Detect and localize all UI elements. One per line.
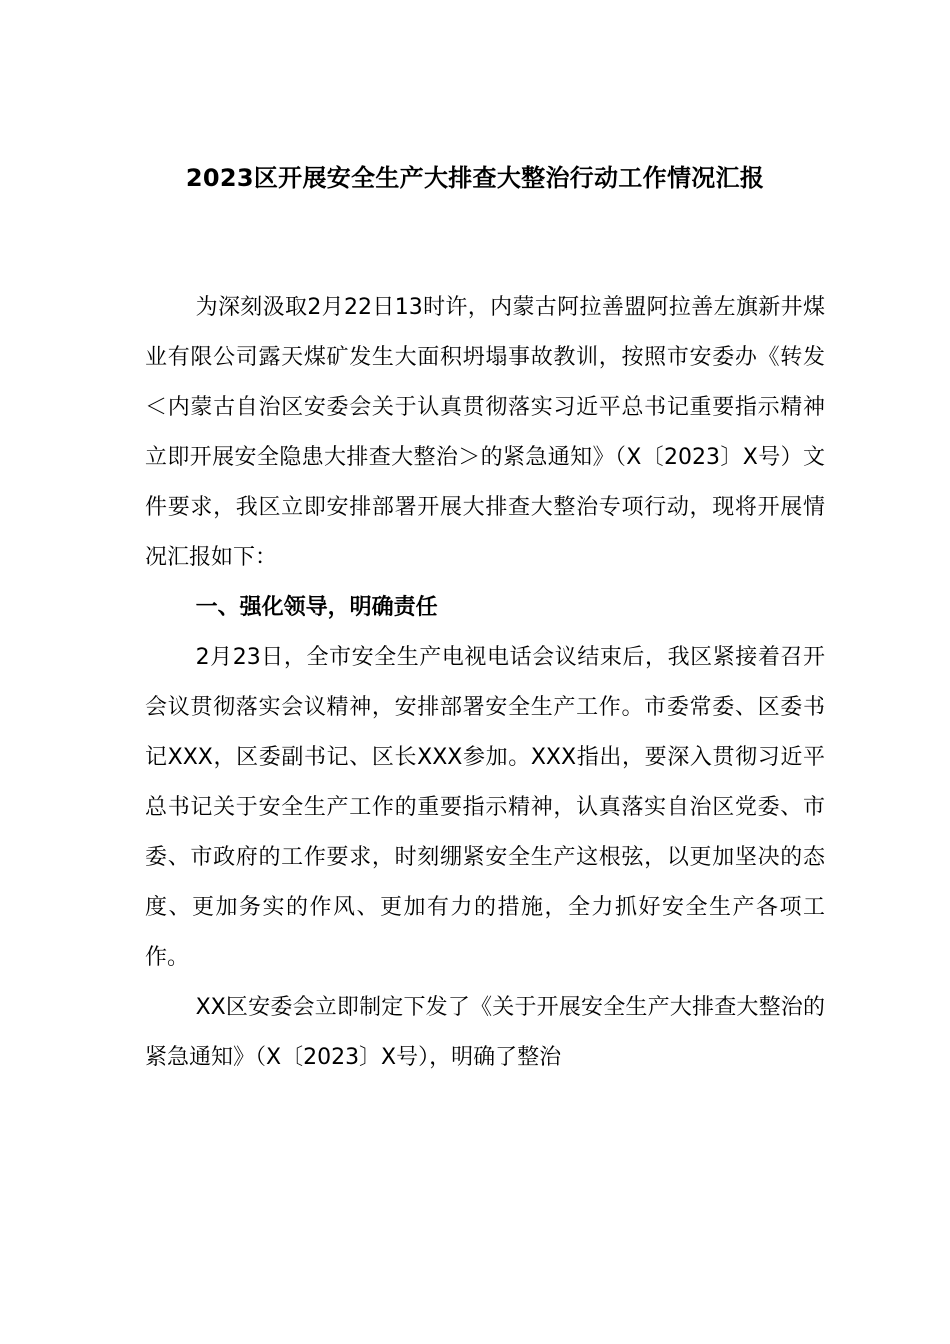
- document-body: [145, 283, 825, 1083]
- section-paragraph-2: XX区安委会立即制定下发了《关于开展安全生产大排查大整治的紧急通知》（X〔2023〕X号），明确了整治: [145, 995, 825, 1070]
- document-title: 2023区开展安全生产大排查大整治行动工作情况汇报: [185, 164, 765, 192]
- section-paragraph-1: 2月23日，全市安全生产电视电话会议结束后，我区紧接着召开会议贯彻落实会议精神，安排部署安全生产工作。市委常委、区委书记XXX，区委副书记、区长XXX参加。XXX指出，要深入贯彻习近平总书记关于安全生产工作的重要指示精神，认真落实自治区党委、市委、市政府的工作要求，时刻绷紧安全生产这根弦，以更加坚决的态度、更加务实的作风、更加有力的措施，全力抓好安全生产各项工作。: [145, 645, 825, 970]
- intro-paragraph: 为深刻汲取2月22日13时许，内蒙古阿拉善盟阿拉善左旗新井煤业有限公司露天煤矿发生大面积坍塌事故教训，按照市安委办《转发＜内蒙古自治区安委会关于认真贯彻落实习近平总书记重要指示精神立即开展安全隐患大排查大整治＞的紧急通知》（X〔2023〕X号）文件要求，我区立即安排部署开展大排查大整治专项行动，现将开展情况汇报如下：: [145, 295, 825, 570]
- section-heading: 一、强化领导，明确责任: [195, 595, 438, 620]
